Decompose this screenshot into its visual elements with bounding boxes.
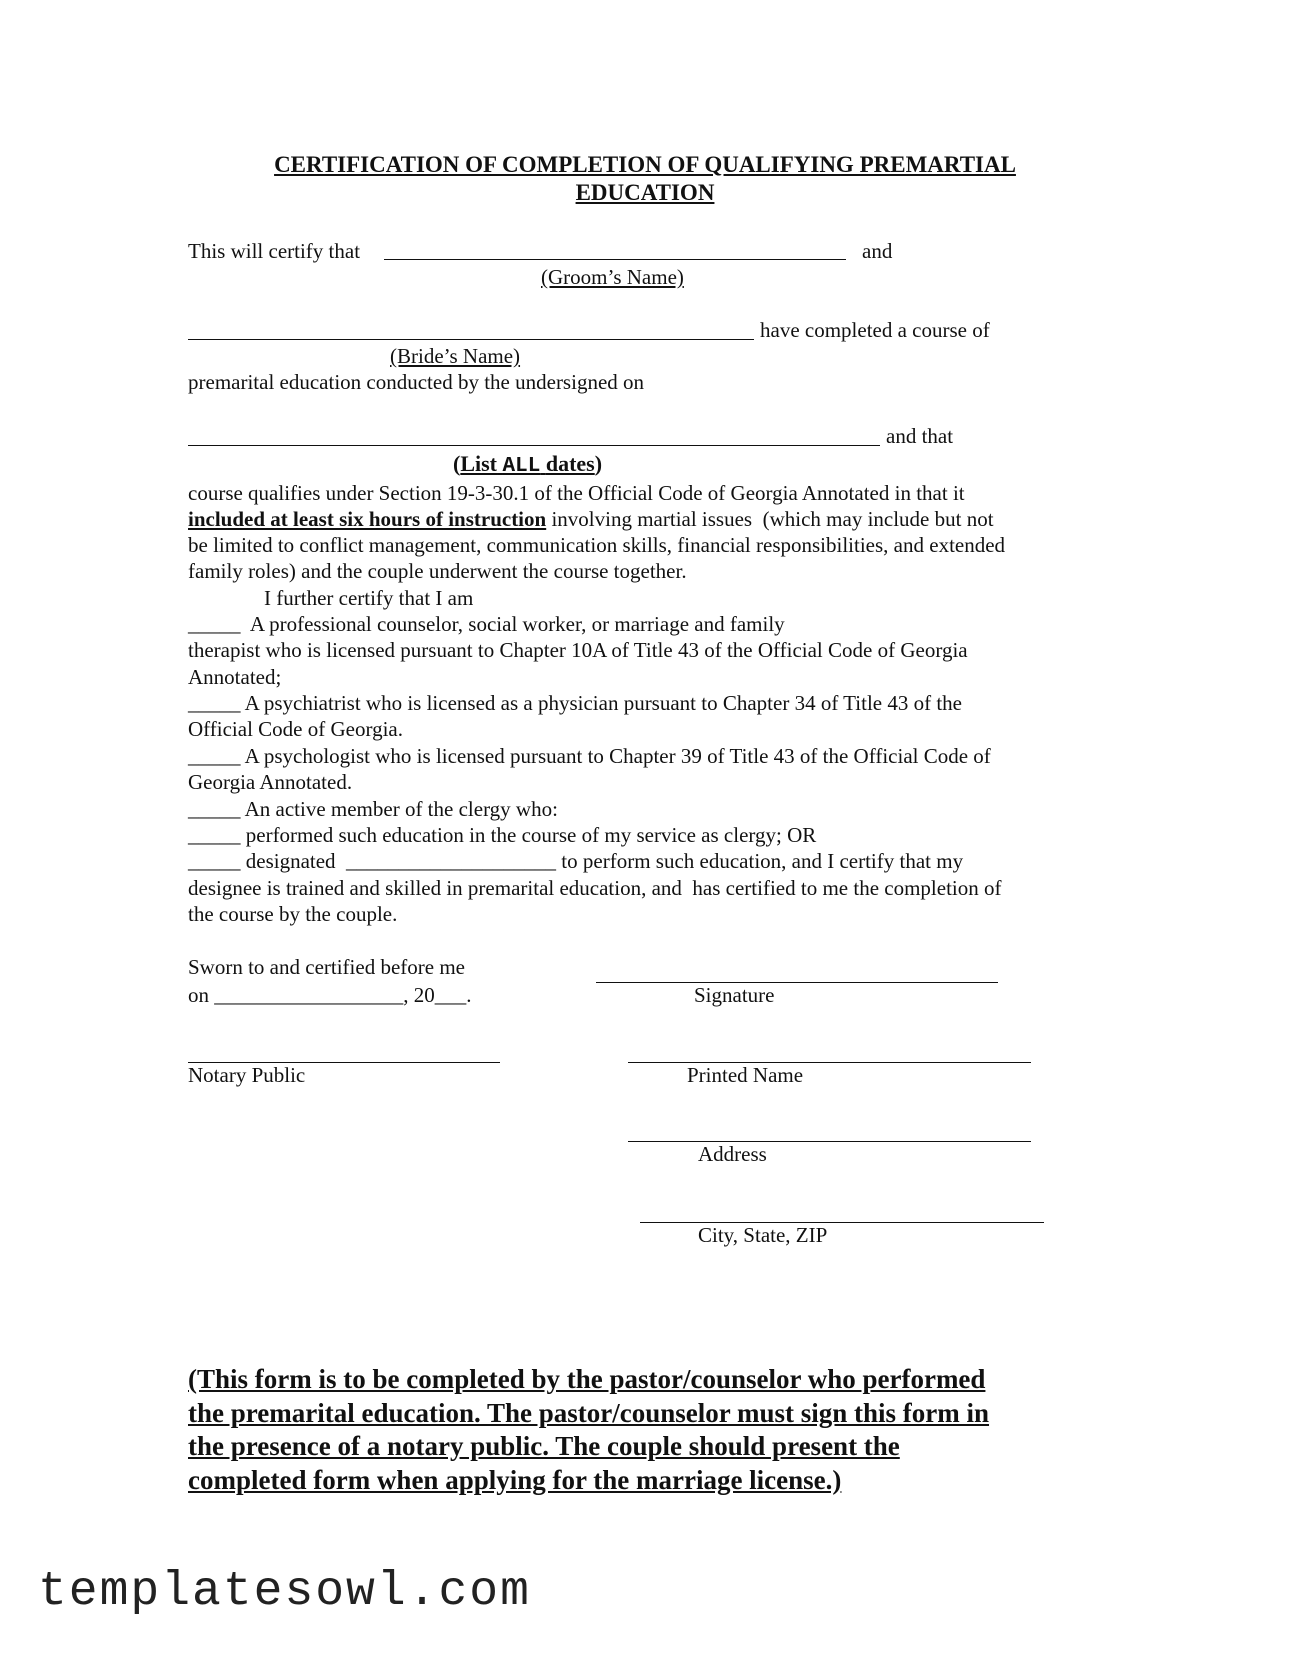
- dates-field[interactable]: [188, 445, 880, 446]
- title-line-1: CERTIFICATION OF COMPLETION OF QUALIFYING PREMARTIAL: [274, 152, 1016, 177]
- bride-name-label: (Bride’s Name): [390, 344, 521, 368]
- groom-name-field[interactable]: [384, 259, 846, 260]
- option-clergy-designated-line-1[interactable]: _____ designated ____________________ to perform such education, and I certify that my: [188, 849, 964, 873]
- body-line-1: course qualifies under Section 19-3-30.1 of the Official Code of Georgia Annotated in that it: [188, 481, 965, 505]
- sworn-text: Sworn to and certified before me: [188, 955, 465, 979]
- and-that-text: and that: [886, 424, 954, 448]
- option-clergy-designated-line-3: the course by the couple.: [188, 902, 398, 926]
- completed-course-text: have completed a course of: [760, 318, 990, 342]
- option-psychologist-line-2: Georgia Annotated.: [188, 770, 353, 794]
- notice-line-3: the presence of a notary public. The couple should present the: [188, 1431, 900, 1461]
- conducted-text: premarital education conducted by the undersigned on: [188, 370, 645, 394]
- groom-name-label: (Groom’s Name): [541, 265, 684, 289]
- option-psychologist-line-1[interactable]: _____ A psychologist who is licensed pursuant to Chapter 39 of Title 43 of the Official Code of: [188, 744, 991, 768]
- option-clergy[interactable]: _____ An active member of the clergy who:: [188, 797, 558, 821]
- instructions-notice: [188, 1363, 1088, 1497]
- notary-label: Notary Public: [188, 1063, 306, 1087]
- printed-name-label: Printed Name: [687, 1063, 804, 1087]
- option-counselor-line-2: therapist who is licensed pursuant to Chapter 10A of Title 43 of the Official Code of Georgia: [188, 638, 968, 662]
- option-clergy-designated-line-2: designee is trained and skilled in premarital education, and has certified to me the completion of: [188, 876, 1002, 900]
- body-line-2: included at least six hours of instruction involving martial issues (which may include but not: [188, 507, 994, 531]
- address-label: Address: [698, 1142, 767, 1166]
- option-clergy-performed[interactable]: _____ performed such education in the course of my service as clergy; OR: [188, 823, 817, 847]
- body-line-4: family roles) and the couple underwent the course together.: [188, 559, 687, 583]
- body-line-3: be limited to conflict management, communication skills, financial responsibilities, and extended: [188, 533, 1006, 557]
- and-text: and: [862, 239, 893, 263]
- notice-line-4: completed form when applying for the marriage license.): [188, 1464, 842, 1495]
- certify-intro: This will certify that: [188, 239, 361, 263]
- notice-line-2: the premarital education. The pastor/counselor must sign this form in: [188, 1397, 990, 1428]
- option-counselor-line-1[interactable]: _____ A professional counselor, social worker, or marriage and family: [188, 612, 785, 636]
- dates-label: (List ALL dates): [453, 451, 603, 478]
- six-hours-emphasis: included at least six hours of instruction: [188, 507, 547, 531]
- bride-name-field[interactable]: [188, 339, 754, 340]
- further-certify: I further certify that I am: [264, 586, 474, 610]
- address-field[interactable]: [628, 1141, 1031, 1142]
- option-psychiatrist-line-1[interactable]: _____ A psychiatrist who is licensed as a physician pursuant to Chapter 34 of Title 43 of the: [188, 691, 962, 715]
- signature-label: Signature: [694, 983, 775, 1007]
- option-psychiatrist-line-2: Official Code of Georgia.: [188, 717, 403, 741]
- option-counselor-line-3: Annotated;: [188, 665, 282, 689]
- sworn-date-line[interactable]: on __________________, 20___.: [188, 983, 472, 1007]
- notice-line-1: (This form is to be completed by the pastor/counselor who performed: [188, 1364, 986, 1394]
- city-state-zip-label: City, State, ZIP: [698, 1223, 828, 1247]
- watermark: templatesowl.com: [38, 1565, 531, 1619]
- title-line-2: EDUCATION: [575, 180, 715, 205]
- signature-field[interactable]: [596, 982, 998, 983]
